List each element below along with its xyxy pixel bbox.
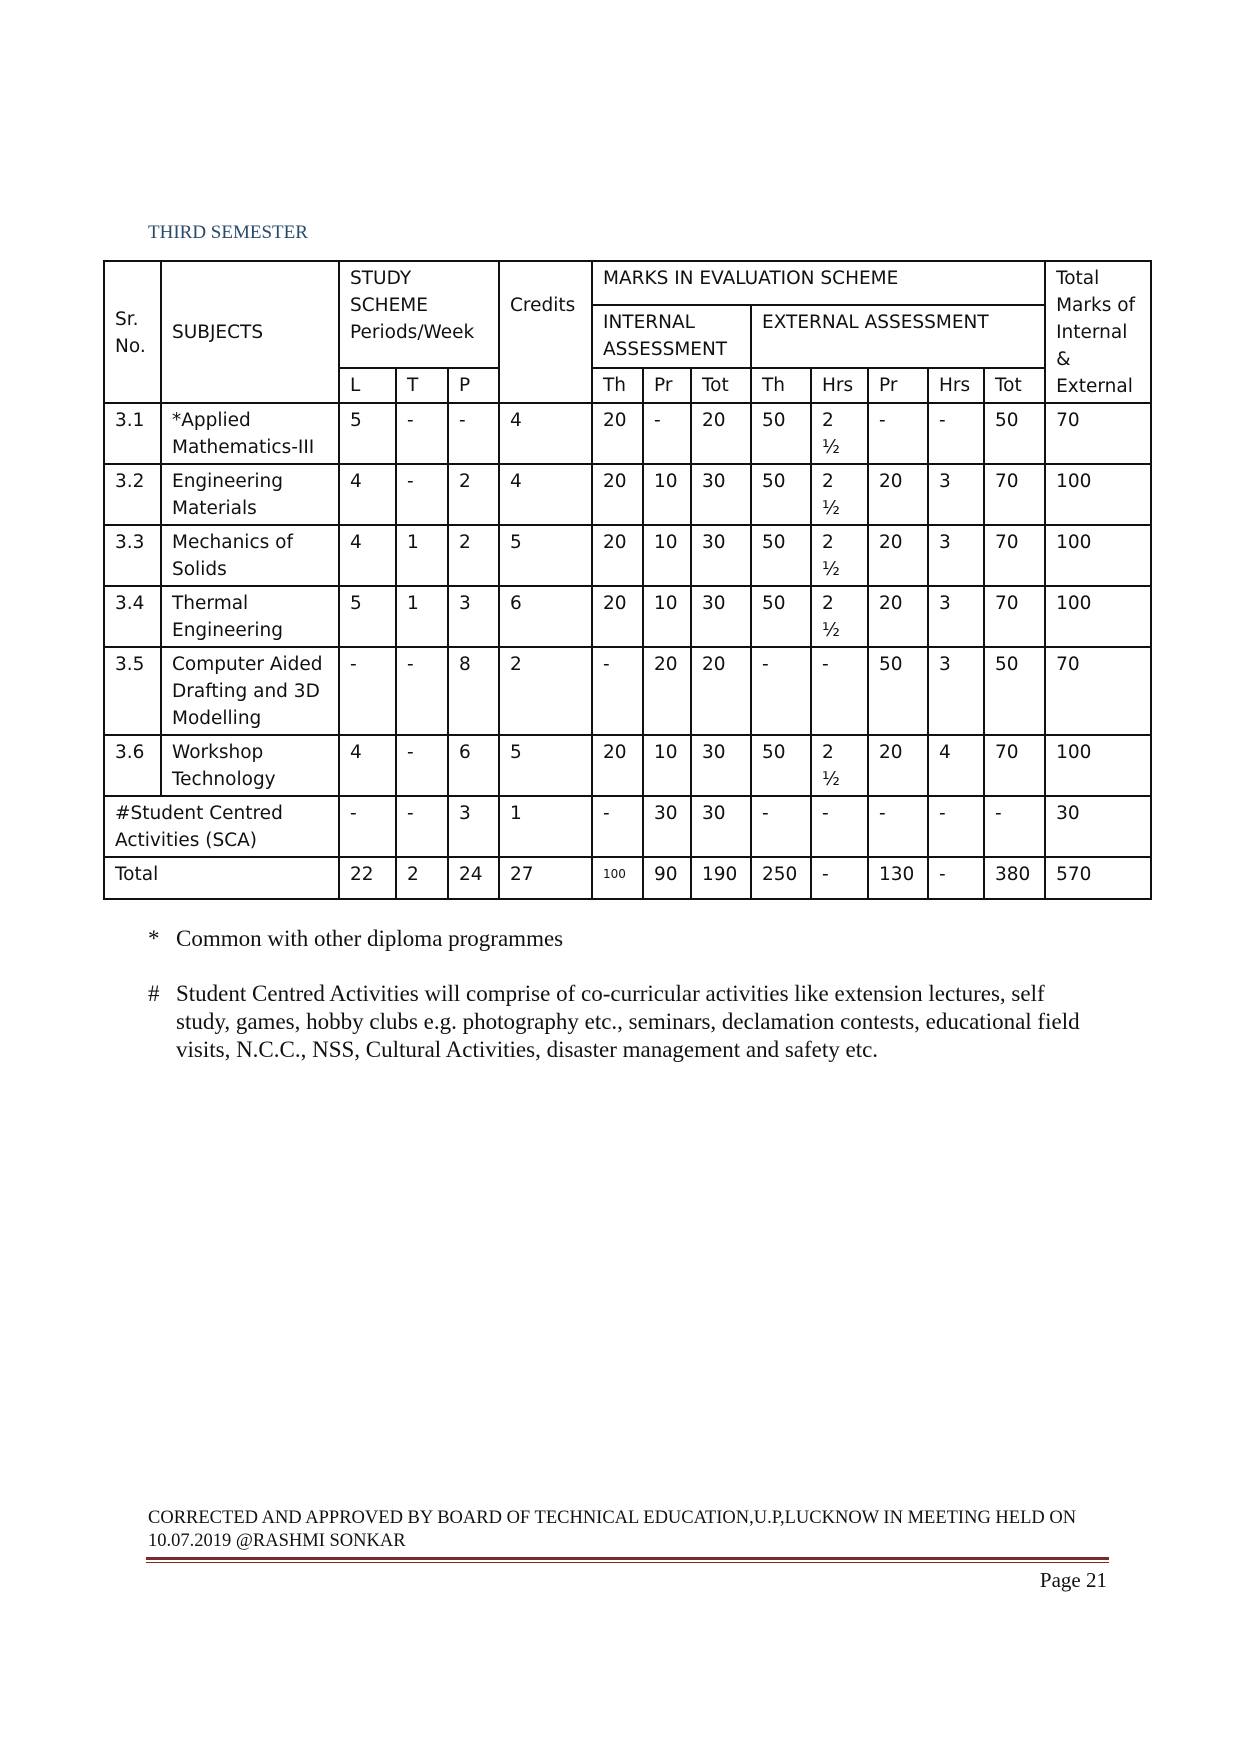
value-cell: 5 [499, 735, 592, 796]
value-cell: 570 [1045, 857, 1151, 899]
value-cell: 20 [643, 647, 691, 735]
value-cell: 20 [592, 464, 643, 525]
value-cell: 20 [592, 586, 643, 647]
footnote-common [148, 925, 1088, 953]
value-cell: - [811, 796, 868, 857]
value-cell: 50 [751, 525, 811, 586]
value-cell: 3 [928, 586, 984, 647]
value-cell: 5 [499, 525, 592, 586]
value-cell: 2 [448, 464, 499, 525]
subject-cell: Mechanics of Solids [161, 525, 339, 586]
value-cell: 2 ½ [811, 525, 868, 586]
value-cell: 10 [643, 586, 691, 647]
sub-header-cell: L [339, 368, 396, 403]
value-cell: 70 [984, 735, 1045, 796]
sub-header-cell: Pr [868, 368, 928, 403]
value-cell: 10 [643, 525, 691, 586]
value-cell: 24 [448, 857, 499, 899]
approval-footer: CORRECTED AND APPROVED BY BOARD OF TECHNICAL EDUCATION,U.P,LUCKNOW IN MEETING HELD ON 10.07.2019 @RASHMI SONKAR [148, 1508, 1077, 1551]
subject-cell: *Applied Mathematics-III [161, 403, 339, 464]
total-row-label: Total [104, 857, 339, 899]
value-cell: 380 [984, 857, 1045, 899]
value-cell: - [448, 403, 499, 464]
header-row-1 [104, 261, 1151, 305]
sr-no-header: Sr. No. [104, 261, 161, 403]
sr-no-cell: 3.1 [104, 403, 161, 464]
table-row [104, 403, 1151, 464]
section-title: THIRD SEMESTER [148, 222, 308, 243]
sr-no-cell: 3.4 [104, 586, 161, 647]
value-cell: - [928, 857, 984, 899]
table-row [104, 735, 1151, 796]
value-cell: - [643, 403, 691, 464]
sr-no-cell: 3.3 [104, 525, 161, 586]
value-cell: 8 [448, 647, 499, 735]
value-cell: 4 [928, 735, 984, 796]
total-row [104, 857, 1151, 899]
footer-divider [146, 1557, 1109, 1563]
sca-row-label: #Student Centred Activities (SCA) [104, 796, 339, 857]
value-cell: 30 [691, 525, 751, 586]
value-cell: 2 [396, 857, 448, 899]
value-cell: 5 [339, 403, 396, 464]
value-cell: 50 [984, 403, 1045, 464]
sub-header-cell: Tot [691, 368, 751, 403]
value-cell: 2 ½ [811, 403, 868, 464]
value-cell: - [751, 796, 811, 857]
value-cell: 20 [592, 403, 643, 464]
value-cell: 27 [499, 857, 592, 899]
value-cell: 100 [1045, 464, 1151, 525]
value-cell: 50 [751, 403, 811, 464]
value-cell: 3 [928, 525, 984, 586]
value-cell: 2 [448, 525, 499, 586]
value-cell: 2 ½ [811, 464, 868, 525]
value-cell: 3 [448, 586, 499, 647]
sub-header-cell: Hrs [928, 368, 984, 403]
internal-assessment-header: INTERNAL ASSESSMENT [592, 305, 751, 368]
value-cell: 50 [868, 647, 928, 735]
value-cell: 10 [643, 735, 691, 796]
table-row [104, 525, 1151, 586]
value-cell: - [868, 796, 928, 857]
value-cell: 6 [448, 735, 499, 796]
value-cell: 20 [868, 464, 928, 525]
sub-header-cell: Th [592, 368, 643, 403]
value-cell: 30 [691, 586, 751, 647]
value-cell: 100 [1045, 735, 1151, 796]
value-cell: 1 [396, 586, 448, 647]
footnote-text: Common with other diploma programmes [176, 926, 564, 951]
sub-header-cell: Tot [984, 368, 1045, 403]
value-cell: - [339, 647, 396, 735]
value-cell: - [339, 796, 396, 857]
value-cell: 5 [339, 586, 396, 647]
value-cell: 50 [984, 647, 1045, 735]
study-scheme-header: STUDY SCHEME Periods/Week [339, 261, 499, 368]
credits-header: Credits [499, 261, 592, 403]
table-row [104, 647, 1151, 735]
value-cell: 2 ½ [811, 735, 868, 796]
value-cell: - [811, 647, 868, 735]
sr-no-cell: 3.2 [104, 464, 161, 525]
value-cell: - [592, 796, 643, 857]
total-marks-header: Total Marks of Internal & External [1045, 261, 1151, 403]
value-cell: 6 [499, 586, 592, 647]
value-cell: 30 [691, 796, 751, 857]
value-cell: 190 [691, 857, 751, 899]
value-cell: 90 [643, 857, 691, 899]
value-cell: 22 [339, 857, 396, 899]
subject-cell: Engineering Materials [161, 464, 339, 525]
sub-header-cell: Pr [643, 368, 691, 403]
value-cell: 30 [691, 735, 751, 796]
evaluation-scheme-table [103, 260, 1152, 900]
value-cell: 100 [1045, 586, 1151, 647]
value-cell: - [396, 735, 448, 796]
value-cell: - [592, 647, 643, 735]
value-cell: 20 [868, 525, 928, 586]
value-cell: 2 [499, 647, 592, 735]
value-cell: 20 [592, 525, 643, 586]
value-cell: 2 ½ [811, 586, 868, 647]
value-cell: 50 [751, 464, 811, 525]
sub-header-cell: T [396, 368, 448, 403]
value-cell: 4 [339, 735, 396, 796]
value-cell: - [811, 857, 868, 899]
value-cell: 20 [868, 586, 928, 647]
external-assessment-header: EXTERNAL ASSESSMENT [751, 305, 1045, 368]
value-cell: 20 [592, 735, 643, 796]
value-cell: 1 [499, 796, 592, 857]
value-cell: 4 [499, 403, 592, 464]
value-cell: 20 [868, 735, 928, 796]
value-cell: 20 [691, 403, 751, 464]
value-cell: 70 [984, 586, 1045, 647]
sub-header-cell: Th [751, 368, 811, 403]
sr-no-cell: 3.5 [104, 647, 161, 735]
subject-cell: Workshop Technology [161, 735, 339, 796]
value-cell: 70 [984, 525, 1045, 586]
value-cell: 130 [868, 857, 928, 899]
value-cell: - [868, 403, 928, 464]
value-cell: 10 [643, 464, 691, 525]
value-cell: 3 [448, 796, 499, 857]
value-cell: - [396, 796, 448, 857]
value-cell: 30 [1045, 796, 1151, 857]
value-cell: 100 [1045, 525, 1151, 586]
value-cell: 70 [1045, 647, 1151, 735]
table-row [104, 586, 1151, 647]
value-cell: - [928, 796, 984, 857]
page-number: Page 21 [1039, 1568, 1107, 1592]
marks-scheme-header: MARKS IN EVALUATION SCHEME [592, 261, 1045, 305]
value-cell: 3 [928, 647, 984, 735]
value-cell: - [751, 647, 811, 735]
footnote-symbol: * [148, 926, 160, 951]
value-cell: 50 [751, 586, 811, 647]
value-cell: - [984, 796, 1045, 857]
value-cell: 20 [691, 647, 751, 735]
value-cell: 100 [592, 857, 643, 899]
subject-cell: Computer Aided Drafting and 3D Modelling [161, 647, 339, 735]
subjects-header: SUBJECTS [161, 261, 339, 403]
value-cell: - [928, 403, 984, 464]
subject-cell: Thermal Engineering [161, 586, 339, 647]
value-cell: 4 [339, 525, 396, 586]
value-cell: 3 [928, 464, 984, 525]
value-cell: 4 [499, 464, 592, 525]
value-cell: 50 [751, 735, 811, 796]
sr-no-cell: 3.6 [104, 735, 161, 796]
value-cell: 70 [1045, 403, 1151, 464]
sub-header-cell: Hrs [811, 368, 868, 403]
value-cell: - [396, 403, 448, 464]
table-row [104, 464, 1151, 525]
footnote-text: Student Centred Activities will comprise of co-curricular activities like extension lectures, self study, games, hobby clubs e.g. photography etc., seminars, declamation contests, educational field visits, N.C.C., NSS, Cultural Activities, disaster management and safety etc. [176, 981, 1080, 1062]
sub-header-cell: P [448, 368, 499, 403]
value-cell: 30 [691, 464, 751, 525]
value-cell: 30 [643, 796, 691, 857]
footnote-sca [148, 980, 1088, 1064]
value-cell: 1 [396, 525, 448, 586]
table-body [104, 403, 1151, 899]
value-cell: 4 [339, 464, 396, 525]
value-cell: 70 [984, 464, 1045, 525]
footnote-symbol: # [148, 981, 160, 1006]
value-cell: - [396, 464, 448, 525]
value-cell: - [396, 647, 448, 735]
sca-row [104, 796, 1151, 857]
value-cell: 250 [751, 857, 811, 899]
footnotes [148, 925, 1088, 1091]
